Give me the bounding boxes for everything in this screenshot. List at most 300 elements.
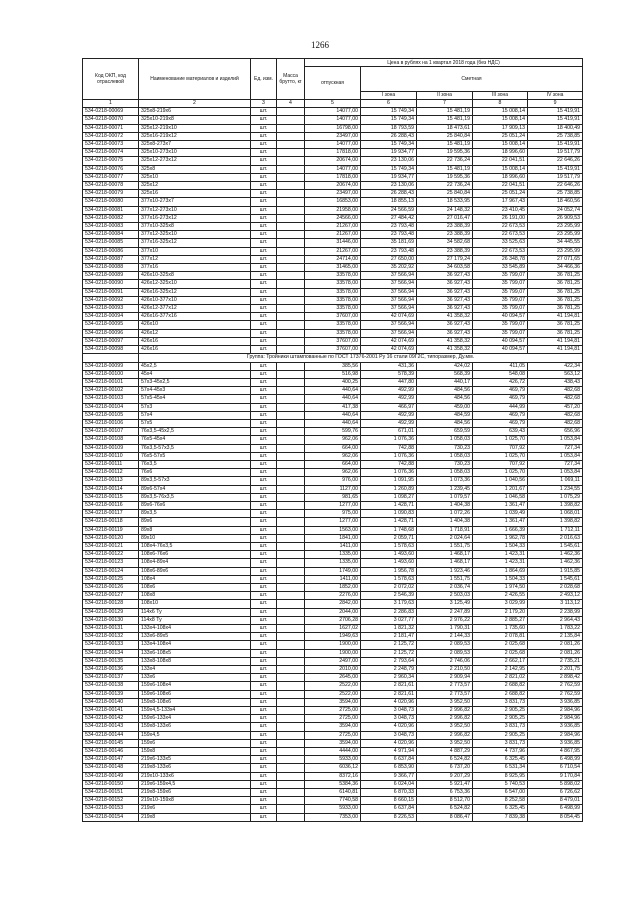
row-price-zone-2: 484,56 <box>417 419 473 427</box>
row-code: 534-0218-00091 <box>83 288 139 296</box>
row-price-zone-1: 24 566,59 <box>361 206 417 214</box>
row-price-zone-2: 15 481,19 <box>417 141 473 149</box>
row-price-zone-3: 426,72 <box>473 378 528 386</box>
row-name: 133х4-108х4 <box>139 625 251 633</box>
row-mass <box>277 239 305 247</box>
table-row <box>83 682 583 690</box>
column-number: 1 <box>83 100 139 108</box>
row-code: 534-0218-00074 <box>83 149 139 157</box>
row-price-zone-4: 36 781,25 <box>528 272 583 280</box>
row-price-zone-1: 18 793,59 <box>361 124 417 132</box>
row-mass <box>277 698 305 706</box>
row-unit: шт. <box>251 731 277 739</box>
row-price-zone-1: 37 566,94 <box>361 272 417 280</box>
row-price-zone-1: 26 288,43 <box>361 190 417 198</box>
row-price-zone-4: 34 445,55 <box>528 239 583 247</box>
row-price-zone-4: 15 419,91 <box>528 116 583 124</box>
row-name: 57х5-45х4 <box>139 395 251 403</box>
row-unit: шт. <box>251 616 277 624</box>
row-price-zone-4: 1 915,85 <box>528 567 583 575</box>
row-name: 219х10-159х8 <box>139 797 251 805</box>
row-name: 89х3,5-57х3 <box>139 477 251 485</box>
row-mass <box>277 600 305 608</box>
row-price-zone-1: 27 650,00 <box>361 255 417 263</box>
row-mass <box>277 731 305 739</box>
row-price-release: 417,38 <box>305 403 361 411</box>
row-code: 534-0218-00100 <box>83 370 139 378</box>
table-row <box>83 173 583 181</box>
row-price-zone-1: 1 076,36 <box>361 436 417 444</box>
row-price-zone-3: 2 426,55 <box>473 592 528 600</box>
row-price-zone-4: 36 781,25 <box>528 305 583 313</box>
table-row <box>83 510 583 518</box>
row-price-zone-3: 25 051,24 <box>473 190 528 198</box>
row-price-zone-1: 466,97 <box>361 403 417 411</box>
row-code: 534-0218-00111 <box>83 460 139 468</box>
row-price-zone-3: 1 423,31 <box>473 551 528 559</box>
table-row <box>83 469 583 477</box>
row-name: 426х10-325х8 <box>139 272 251 280</box>
row-price-zone-3: 35 799,07 <box>473 329 528 337</box>
row-price-zone-2: 23 388,39 <box>417 223 473 231</box>
row-name: 377х10-273х7 <box>139 198 251 206</box>
row-price-zone-2: 1 923,46 <box>417 567 473 575</box>
row-price-zone-3: 6 547,00 <box>473 789 528 797</box>
row-price-zone-2: 36 927,43 <box>417 305 473 313</box>
row-code: 534-0218-00093 <box>83 305 139 313</box>
row-code: 534-0218-00152 <box>83 797 139 805</box>
row-price-zone-3: 22 673,53 <box>473 223 528 231</box>
row-mass <box>277 739 305 747</box>
row-price-zone-4: 23 295,99 <box>528 231 583 239</box>
row-price-zone-1: 2 125,72 <box>361 641 417 649</box>
row-mass <box>277 772 305 780</box>
row-name: 133х4 <box>139 666 251 674</box>
row-price-zone-3: 6 325,45 <box>473 805 528 813</box>
row-price-zone-3: 2 025,68 <box>473 649 528 657</box>
row-price-release: 14077,00 <box>305 141 361 149</box>
table-row <box>83 419 583 427</box>
row-name: 219х6 <box>139 805 251 813</box>
row-unit: шт. <box>251 165 277 173</box>
row-price-zone-1: 671,01 <box>361 428 417 436</box>
row-name: 108х4 <box>139 575 251 583</box>
row-price-zone-2: 15 481,19 <box>417 165 473 173</box>
table-row <box>83 116 583 124</box>
row-unit: шт. <box>251 132 277 140</box>
row-code: 534-0218-00143 <box>83 723 139 731</box>
row-price-zone-2: 6 524,82 <box>417 756 473 764</box>
row-price-zone-3: 2 905,25 <box>473 715 528 723</box>
row-price-zone-3: 444,99 <box>473 403 528 411</box>
header-release: отпускная <box>305 67 361 100</box>
row-mass <box>277 583 305 591</box>
row-price-zone-2: 2 996,82 <box>417 731 473 739</box>
row-code: 534-0218-00131 <box>83 625 139 633</box>
row-price-zone-4: 2 984,96 <box>528 715 583 723</box>
row-price-zone-2: 15 481,19 <box>417 108 473 116</box>
row-price-zone-3: 3 029,99 <box>473 600 528 608</box>
row-unit: шт. <box>251 625 277 633</box>
row-price-zone-1: 23 793,48 <box>361 223 417 231</box>
row-unit: шт. <box>251 501 277 509</box>
row-price-release: 33578,00 <box>305 272 361 280</box>
row-code: 534-0218-00145 <box>83 739 139 747</box>
row-price-zone-3: 469,79 <box>473 411 528 419</box>
row-price-release: 37607,00 <box>305 346 361 354</box>
row-price-zone-1: 2 960,34 <box>361 674 417 682</box>
row-mass <box>277 764 305 772</box>
row-price-zone-2: 6 753,36 <box>417 789 473 797</box>
row-mass <box>277 395 305 403</box>
header-zone-2: II зона <box>417 91 473 99</box>
row-price-zone-2: 34 603,58 <box>417 264 473 272</box>
row-unit: шт. <box>251 690 277 698</box>
row-price-zone-1: 42 074,69 <box>361 313 417 321</box>
row-price-zone-1: 3 027,77 <box>361 616 417 624</box>
row-code: 534-0218-00069 <box>83 108 139 116</box>
row-unit: шт. <box>251 141 277 149</box>
row-price-zone-1: 23 130,06 <box>361 157 417 165</box>
row-unit: шт. <box>251 748 277 756</box>
table-row <box>83 362 583 370</box>
row-unit: шт. <box>251 608 277 616</box>
row-price-zone-3: 1 046,58 <box>473 493 528 501</box>
row-unit: шт. <box>251 329 277 337</box>
row-price-zone-1: 3 179,63 <box>361 600 417 608</box>
column-number: 6 <box>361 100 417 108</box>
row-price-zone-4: 1 712,11 <box>528 526 583 534</box>
row-code: 534-0218-00133 <box>83 641 139 649</box>
row-name: 219х10-133х6 <box>139 772 251 780</box>
table-row <box>83 772 583 780</box>
row-price-zone-2: 36 927,43 <box>417 296 473 304</box>
row-price-release: 2725,00 <box>305 731 361 739</box>
row-price-zone-4: 422,34 <box>528 362 583 370</box>
row-name: 114х6 Ту <box>139 608 251 616</box>
table-row <box>83 165 583 173</box>
row-price-zone-4: 41 194,81 <box>528 337 583 345</box>
table-row <box>83 518 583 526</box>
row-code: 534-0218-00096 <box>83 329 139 337</box>
row-unit: шт. <box>251 739 277 747</box>
table-row <box>83 616 583 624</box>
row-price-zone-1: 37 566,94 <box>361 329 417 337</box>
row-name: 219х8 <box>139 813 251 821</box>
row-price-zone-3: 1 504,33 <box>473 575 528 583</box>
row-price-zone-4: 36 781,25 <box>528 296 583 304</box>
row-code: 534-0218-00075 <box>83 157 139 165</box>
row-mass <box>277 428 305 436</box>
row-unit: шт. <box>251 575 277 583</box>
row-name: 219х8-133х6 <box>139 764 251 772</box>
row-code: 534-0218-00144 <box>83 731 139 739</box>
row-unit: шт. <box>251 600 277 608</box>
row-code: 534-0218-00115 <box>83 493 139 501</box>
row-unit: шт. <box>251 149 277 157</box>
row-price-zone-2: 5 921,47 <box>417 780 473 788</box>
row-price-zone-1: 3 048,73 <box>361 707 417 715</box>
row-price-zone-4: 27 071,65 <box>528 255 583 263</box>
row-unit: шт. <box>251 633 277 641</box>
row-code: 534-0218-00101 <box>83 378 139 386</box>
row-name: 325х12-219х10 <box>139 124 251 132</box>
row-mass <box>277 280 305 288</box>
row-mass <box>277 108 305 116</box>
row-unit: шт. <box>251 510 277 518</box>
row-mass <box>277 124 305 132</box>
row-code: 534-0218-00153 <box>83 805 139 813</box>
row-price-release: 1127,00 <box>305 485 361 493</box>
row-price-zone-2: 2 144,33 <box>417 633 473 641</box>
row-price-zone-1: 2 125,72 <box>361 649 417 657</box>
row-price-zone-1: 4 020,96 <box>361 698 417 706</box>
row-mass <box>277 370 305 378</box>
row-mass <box>277 805 305 813</box>
row-price-zone-3: 2 905,25 <box>473 707 528 715</box>
row-price-zone-2: 4 887,29 <box>417 748 473 756</box>
row-price-zone-3: 18 996,60 <box>473 173 528 181</box>
row-code: 534-0218-00080 <box>83 198 139 206</box>
table-row <box>83 813 583 821</box>
row-price-release: 1841,00 <box>305 534 361 542</box>
row-price-zone-2: 9 207,29 <box>417 772 473 780</box>
row-mass <box>277 493 305 501</box>
row-price-zone-4: 1 053,84 <box>528 452 583 460</box>
row-code: 534-0218-00089 <box>83 272 139 280</box>
row-price-zone-1: 15 749,34 <box>361 165 417 173</box>
table-row <box>83 723 583 731</box>
row-price-release: 21267,00 <box>305 223 361 231</box>
row-mass <box>277 387 305 395</box>
row-mass <box>277 608 305 616</box>
row-mass <box>277 666 305 674</box>
row-price-release: 2010,00 <box>305 666 361 674</box>
row-price-zone-1: 1 098,27 <box>361 493 417 501</box>
row-unit: шт. <box>251 313 277 321</box>
row-name: 159х6-133х4 <box>139 715 251 723</box>
row-price-zone-1: 15 749,34 <box>361 141 417 149</box>
table-row <box>83 493 583 501</box>
row-unit: шт. <box>251 444 277 452</box>
row-price-zone-4: 1 783,22 <box>528 625 583 633</box>
row-mass <box>277 460 305 468</box>
row-code: 534-0218-00083 <box>83 223 139 231</box>
row-unit: шт. <box>251 272 277 280</box>
row-price-zone-2: 6 737,20 <box>417 764 473 772</box>
row-price-zone-1: 1 428,71 <box>361 501 417 509</box>
row-mass <box>277 231 305 239</box>
row-price-zone-1: 42 074,69 <box>361 337 417 345</box>
table-row <box>83 559 583 567</box>
row-mass <box>277 559 305 567</box>
row-price-zone-1: 492,99 <box>361 419 417 427</box>
row-price-release: 14077,00 <box>305 116 361 124</box>
row-name: 219х6-159х4,5 <box>139 780 251 788</box>
row-code: 534-0218-00136 <box>83 666 139 674</box>
table-row <box>83 485 583 493</box>
row-unit: шт. <box>251 387 277 395</box>
table-row <box>83 239 583 247</box>
row-code: 534-0218-00122 <box>83 551 139 559</box>
row-mass <box>277 411 305 419</box>
header-name: Наименование материалов и изделий <box>139 59 251 100</box>
table-row <box>83 460 583 468</box>
row-code: 534-0218-00081 <box>83 206 139 214</box>
row-price-release: 23497,00 <box>305 190 361 198</box>
row-code: 534-0218-00151 <box>83 789 139 797</box>
row-price-zone-1: 35 181,69 <box>361 239 417 247</box>
row-price-zone-4: 15 419,91 <box>528 108 583 116</box>
row-code: 534-0218-00150 <box>83 780 139 788</box>
row-price-zone-4: 22 646,26 <box>528 157 583 165</box>
row-price-zone-3: 26 348,78 <box>473 255 528 263</box>
row-code: 534-0218-00090 <box>83 280 139 288</box>
row-mass <box>277 625 305 633</box>
row-code: 534-0218-00141 <box>83 707 139 715</box>
row-price-zone-3: 26 191,00 <box>473 214 528 222</box>
row-name: 159х4,5 <box>139 731 251 739</box>
table-row <box>83 305 583 313</box>
row-mass <box>277 272 305 280</box>
row-name: 89х8 <box>139 526 251 534</box>
row-price-zone-2: 1 551,75 <box>417 542 473 550</box>
row-price-zone-3: 707,92 <box>473 460 528 468</box>
row-name: 325х8-273х7 <box>139 141 251 149</box>
row-price-release: 516,98 <box>305 370 361 378</box>
row-price-release: 440,64 <box>305 387 361 395</box>
header-zone-4: IV зона <box>528 91 583 99</box>
table-row <box>83 666 583 674</box>
row-price-release: 1411,00 <box>305 542 361 550</box>
row-price-zone-4: 18 400,49 <box>528 124 583 132</box>
row-mass <box>277 534 305 542</box>
row-price-zone-3: 469,79 <box>473 419 528 427</box>
row-price-zone-4: 2 984,96 <box>528 731 583 739</box>
header-zone-3: III зона <box>473 91 528 99</box>
row-price-zone-4: 2 238,99 <box>528 608 583 616</box>
row-price-zone-3: 15 008,14 <box>473 116 528 124</box>
row-price-zone-2: 22 736,24 <box>417 157 473 165</box>
table-row <box>83 141 583 149</box>
row-name: 377х12-273х10 <box>139 206 251 214</box>
row-price-zone-3: 1 025,70 <box>473 452 528 460</box>
row-price-zone-2: 19 595,36 <box>417 149 473 157</box>
row-price-zone-1: 19 934,77 <box>361 149 417 157</box>
row-code: 534-0218-00132 <box>83 633 139 641</box>
row-price-zone-1: 4 020,96 <box>361 723 417 731</box>
row-mass <box>277 633 305 641</box>
row-price-zone-4: 2 028,68 <box>528 583 583 591</box>
row-name: 325х10 <box>139 173 251 181</box>
row-name: 325х12 <box>139 182 251 190</box>
row-price-zone-3: 1 974,50 <box>473 583 528 591</box>
row-price-zone-3: 1 039,49 <box>473 510 528 518</box>
row-mass <box>277 518 305 526</box>
row-price-zone-4: 482,68 <box>528 419 583 427</box>
table-row <box>83 395 583 403</box>
row-code: 534-0218-00146 <box>83 748 139 756</box>
row-price-zone-2: 3 125,49 <box>417 600 473 608</box>
row-unit: шт. <box>251 264 277 272</box>
row-price-zone-3: 22 041,51 <box>473 182 528 190</box>
row-price-zone-4: 563,12 <box>528 370 583 378</box>
row-price-zone-2: 19 595,36 <box>417 173 473 181</box>
table-row <box>83 157 583 165</box>
row-code: 534-0218-00095 <box>83 321 139 329</box>
row-name: 159х8-133х6 <box>139 723 251 731</box>
row-mass <box>277 707 305 715</box>
column-number: 9 <box>528 100 583 108</box>
row-price-zone-2: 1 072,26 <box>417 510 473 518</box>
row-name: 89х6 <box>139 518 251 526</box>
table-row <box>83 657 583 665</box>
row-price-zone-4: 3 936,85 <box>528 698 583 706</box>
row-price-release: 981,65 <box>305 493 361 501</box>
row-price-zone-4: 8 054,45 <box>528 813 583 821</box>
row-unit: шт. <box>251 756 277 764</box>
row-name: 377х10-325х8 <box>139 223 251 231</box>
row-price-zone-4: 36 781,25 <box>528 321 583 329</box>
row-name: 426х16 <box>139 337 251 345</box>
row-price-zone-1: 3 048,73 <box>361 731 417 739</box>
row-code: 534-0218-00108 <box>83 436 139 444</box>
row-name: 133х6 <box>139 674 251 682</box>
row-price-release: 1335,00 <box>305 551 361 559</box>
column-number: 8 <box>473 100 528 108</box>
row-code: 534-0218-00119 <box>83 526 139 534</box>
row-price-zone-2: 22 736,24 <box>417 182 473 190</box>
column-number: 3 <box>251 100 277 108</box>
row-unit: шт. <box>251 789 277 797</box>
row-code: 534-0218-00130 <box>83 616 139 624</box>
row-mass <box>277 288 305 296</box>
row-price-release: 400,25 <box>305 378 361 386</box>
row-price-zone-1: 2 793,64 <box>361 657 417 665</box>
row-price-release: 7353,00 <box>305 813 361 821</box>
row-price-zone-2: 484,59 <box>417 411 473 419</box>
row-price-zone-3: 17 967,43 <box>473 198 528 206</box>
row-price-zone-4: 2 964,43 <box>528 616 583 624</box>
row-price-zone-3: 33 545,89 <box>473 264 528 272</box>
row-price-zone-2: 15 481,19 <box>417 116 473 124</box>
row-price-zone-4: 2 984,96 <box>528 707 583 715</box>
row-unit: шт. <box>251 698 277 706</box>
table-row <box>83 182 583 190</box>
row-name: 108х10 <box>139 600 251 608</box>
row-code: 534-0218-00094 <box>83 313 139 321</box>
header-code: Код ОКП, код отраслевой <box>83 59 139 100</box>
row-price-zone-2: 440,17 <box>417 378 473 386</box>
row-price-zone-3: 707,92 <box>473 444 528 452</box>
row-price-zone-2: 2 089,53 <box>417 641 473 649</box>
row-price-zone-3: 35 799,07 <box>473 296 528 304</box>
table-row <box>83 264 583 272</box>
row-unit: шт. <box>251 223 277 231</box>
row-price-zone-1: 2 181,47 <box>361 633 417 641</box>
row-price-release: 2725,00 <box>305 707 361 715</box>
row-price-zone-4: 36 781,25 <box>528 329 583 337</box>
row-name: 426х12-325х10 <box>139 280 251 288</box>
row-price-zone-4: 15 419,91 <box>528 165 583 173</box>
row-price-zone-2: 484,56 <box>417 387 473 395</box>
row-price-zone-2: 36 927,43 <box>417 288 473 296</box>
row-name: 159х6-108х4 <box>139 682 251 690</box>
row-name: 89х3,5 <box>139 510 251 518</box>
row-price-zone-3: 469,79 <box>473 387 528 395</box>
row-name: 57х5 <box>139 419 251 427</box>
table-row <box>83 296 583 304</box>
